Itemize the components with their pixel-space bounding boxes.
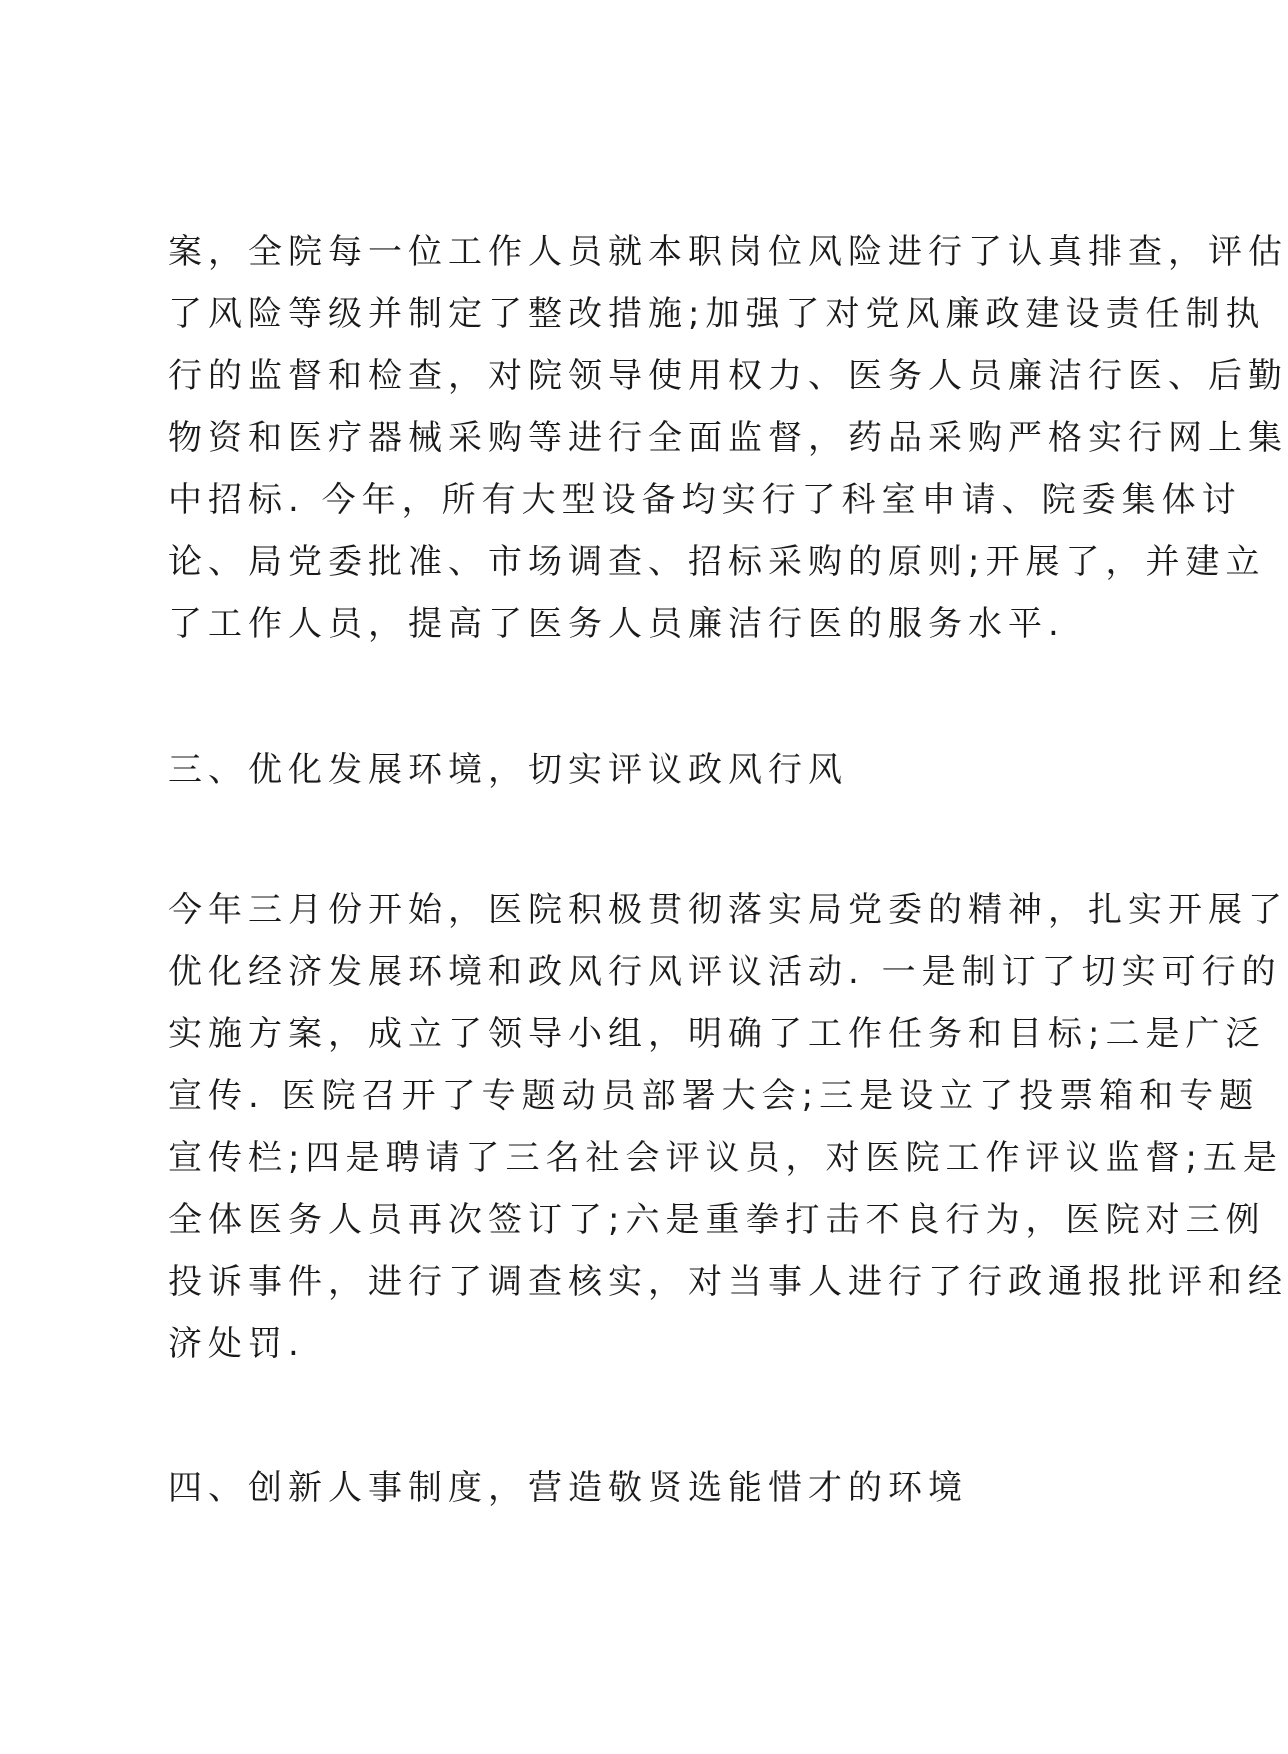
paragraph-1-line-1: 案，全院每一位工作人员就本职岗位风险进行了认真排查，评估 bbox=[168, 232, 1288, 272]
paragraph-2-line-6: 全体医务人员再次签订了;六是重拳打击不良行为，医院对三例 bbox=[168, 1200, 1266, 1240]
paragraph-1-line-2: 了风险等级并制定了整改措施;加强了对党风廉政建设责任制执 bbox=[168, 294, 1266, 334]
paragraph-2-line-7: 投诉事件，进行了调查核实，对当事人进行了行政通报批评和经 bbox=[168, 1262, 1288, 1302]
paragraph-2-line-1: 今年三月份开始，医院积极贯彻落实局党委的精神，扎实开展了 bbox=[168, 890, 1288, 930]
paragraph-1-line-4: 物资和医疗器械采购等进行全面监督，药品采购严格实行网上集 bbox=[168, 418, 1288, 458]
paragraph-1-line-3: 行的监督和检查，对院领导使用权力、医务人员廉洁行医、后勤 bbox=[168, 356, 1288, 396]
paragraph-2-line-2: 优化经济发展环境和政风行风评议活动. 一是制订了切实可行的 bbox=[168, 952, 1282, 992]
paragraph-2-line-3: 实施方案，成立了领导小组，明确了工作任务和目标;二是广泛 bbox=[168, 1014, 1266, 1054]
section-heading-3: 三、优化发展环境，切实评议政风行风 bbox=[168, 750, 848, 790]
section-heading-4: 四、创新人事制度，营造敬贤选能惜才的环境 bbox=[168, 1468, 968, 1508]
paragraph-2-line-5: 宣传栏;四是聘请了三名社会评议员，对医院工作评议监督;五是 bbox=[168, 1138, 1283, 1178]
paragraph-2-line-8: 济处罚. bbox=[168, 1324, 305, 1364]
paragraph-1-line-6: 论、局党委批准、市场调查、招标采购的原则;开展了，并建立 bbox=[168, 542, 1266, 582]
paragraph-2-line-4: 宣传. 医院召开了专题动员部署大会;三是设立了投票箱和专题 bbox=[168, 1076, 1260, 1116]
paragraph-1-line-5: 中招标. 今年，所有大型设备均实行了科室申请、院委集体讨 bbox=[168, 480, 1242, 520]
paragraph-1-line-7: 了工作人员，提高了医务人员廉洁行医的服务水平. bbox=[168, 604, 1065, 644]
